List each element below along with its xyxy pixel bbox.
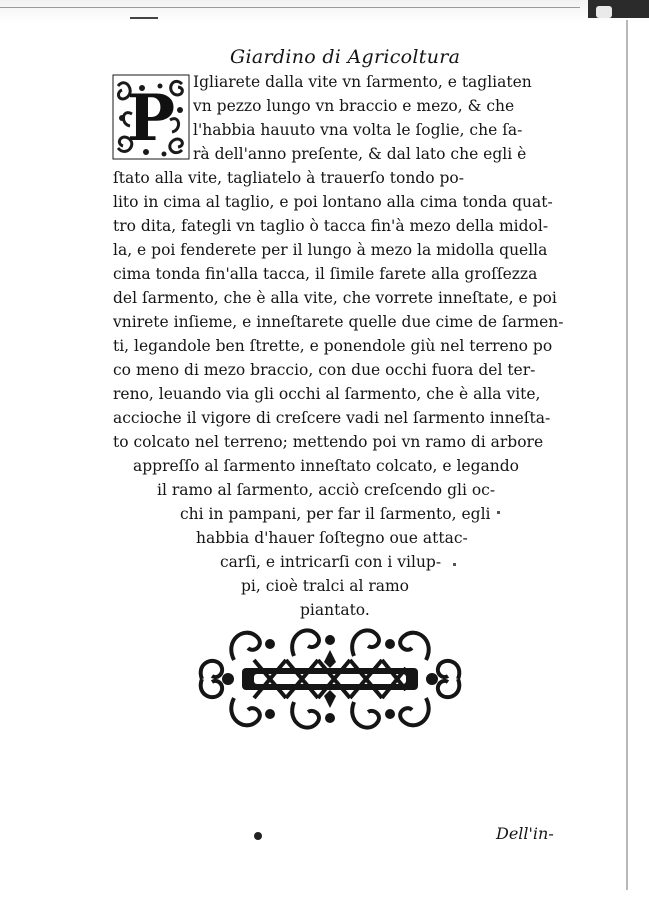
catchword: Dell'in- [496,824,554,843]
printers-ornament [194,620,466,738]
text-line: reno, leuando via gli occhi al ſarmento, che è alla vite, [113,385,541,403]
text-line: carſi, e intricarſi con i vilup- [220,553,442,571]
corner-scan-artifact [588,0,649,18]
text-line: ſtato alla vite, tagliatelo à trauerſo tondo po- [113,169,464,187]
text-line: co meno di mezo braccio, con due occhi fuora del ter- [113,361,536,379]
text-line: Igliarete dalla vite vn ſarmento, e tagliaten [193,73,532,91]
text-line: to colcato nel terreno; mettendo poi vn ramo di arbore [113,433,544,451]
text-line: cima tonda fin'alla tacca, il ſimile farete alla groſſezza [113,265,538,283]
text-line: il ramo al ſarmento, acciò creſcendo gli oc- [157,481,496,499]
top-rule [0,7,580,8]
drop-cap-letter: P [126,81,176,156]
stray-ink-speck [453,563,456,566]
text-line: la, e poi fenderete per il lungo à mezo la midolla quella [113,241,548,259]
page-top-shadow [0,0,649,24]
text-line: appreſſo al ſarmento inneſtato colcato, e legando [133,457,519,475]
decorated-initial [112,74,190,160]
page-edge-line [626,20,628,890]
text-line: piantato. [300,601,370,619]
stray-ink-speck [497,511,500,514]
text-line: l'habbia hauuto vna volta le ſoglie, che ſa- [193,121,523,139]
text-line: accioche il vigore di creſcere vadi nel ſarmento inneſta- [113,409,551,427]
text-line: chi in pampani, per far il ſarmento, egli [180,505,491,523]
text-line: habbia d'hauer ſoſtegno oue attac- [196,529,468,547]
ink-mark [130,17,158,19]
text-line: ti, legandole ben ſtrette, e ponendole giù nel terreno po [113,337,553,355]
ink-blot [254,832,262,840]
text-line: pi, cioè tralci al ramo [241,577,410,595]
text-line: del ſarmento, che è alla vite, che vorrete inneſtate, e poi [113,289,557,307]
text-line: vnirete inſieme, e inneſtarete quelle due cime de ſarmen- [113,313,564,331]
text-line: vn pezzo lungo vn braccio e mezo, & che [193,97,515,115]
running-header: Giardino di Agricoltura [230,46,461,68]
text-line: tro dita, fategli vn taglio ò tacca fin'à mezo della midol- [113,217,549,235]
text-line: lito in cima al taglio, e poi lontano alla cima tonda quat- [113,193,553,211]
text-line: rà dell'anno preſente, & dal lato che egli è [193,145,527,163]
